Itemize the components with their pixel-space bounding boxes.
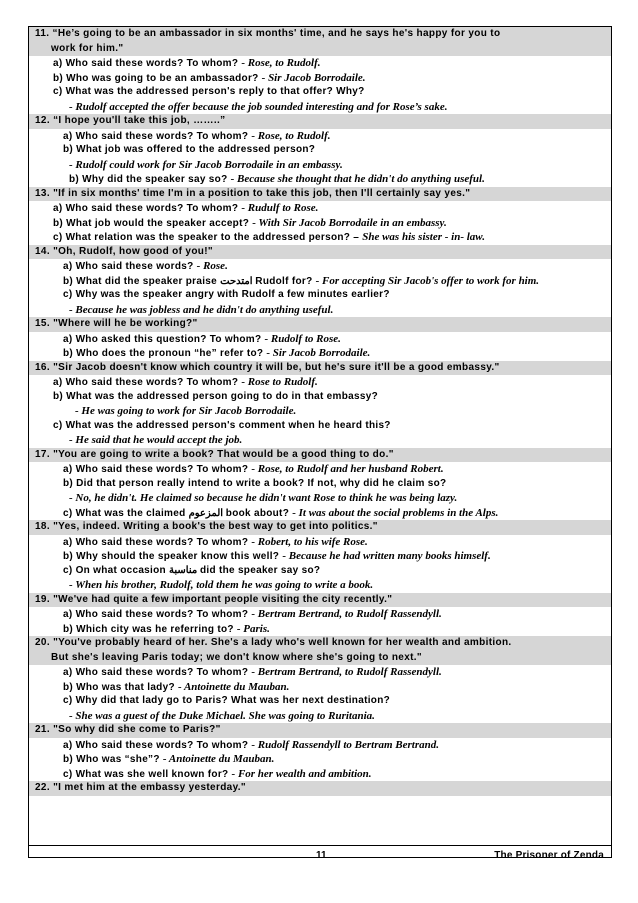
sub-question-text: b) Who does the pronoun “he” refer to?	[63, 348, 264, 359]
sub-question-text: c) What relation was the speaker to the addressed person? –	[53, 232, 360, 243]
page-number: 11	[316, 850, 327, 861]
sub-question-text: a) Who said these words? To whom?	[63, 464, 249, 475]
sub-question	[29, 752, 611, 767]
answer-line: - Rudolf accepted the offer because the job sounded interesting and for Rose’s sake.	[69, 100, 448, 113]
sub-question-text: a) Who said these words? To whom?	[63, 536, 249, 548]
question-heading: work for him."	[29, 42, 611, 57]
sub-question	[29, 346, 611, 361]
answer-line: - He said that he would accept the job.	[69, 434, 243, 446]
answer-text: - Rose, to Rudolf and her husband Robert.	[251, 463, 444, 475]
sub-question	[29, 477, 611, 492]
sub-question	[29, 71, 611, 86]
answer-text: She was his sister - in- law.	[362, 231, 485, 243]
answer-text: - Bertram Bertrand, to Rudolf Rassendyll.	[251, 608, 442, 620]
sub-question	[29, 767, 611, 782]
answer-text: - With Sir Jacob Borrodaile in an embassy.	[252, 216, 447, 229]
question-heading: 21. "So why did she come to Paris?"	[29, 723, 611, 738]
worksheet-page	[28, 26, 612, 858]
sub-question-text: a) Who asked this question? To whom?	[63, 333, 262, 345]
sub-question	[29, 56, 611, 71]
sub-question-text: a) Who said these words? To whom?	[53, 58, 239, 69]
sub-question	[29, 172, 611, 187]
sub-question-text: b) Who was that lady?	[63, 681, 175, 693]
answer-text: - Rudolf to Rose.	[264, 332, 341, 345]
sub-question-text: c) What was the addressed person's reply to that offer? Why?	[53, 86, 365, 97]
question-heading: 11. “He’s going to be an ambassador in six months' time, and he says he's happy for you to	[29, 27, 611, 42]
sub-question	[29, 230, 611, 245]
answer-text: - Rose to Rudolf.	[241, 376, 318, 388]
answer-text: - Antoinette du Mauban.	[162, 753, 275, 765]
sub-question	[29, 680, 611, 695]
sub-question	[29, 288, 611, 303]
question-heading: 22. "I met him at the embassy yesterday."	[29, 781, 611, 796]
sub-question	[29, 506, 611, 521]
sub-question	[29, 129, 611, 144]
answer-text: - Sir Jacob Borrodaile.	[261, 71, 366, 84]
sub-question	[29, 375, 611, 390]
sub-question	[29, 332, 611, 347]
question-heading: 12. “I hope you'll take this job, ……..”	[29, 114, 611, 129]
question-heading: 16. "Sir Jacob doesn't know which country it will be, but he's sure it'll be a good embassy."	[29, 361, 611, 376]
sub-question-text: a) Who said these words? To whom?	[63, 739, 249, 751]
sub-question	[29, 535, 611, 550]
sub-question	[29, 274, 611, 289]
answer-line: - When his brother, Rudolf, told them he was going to write a book.	[69, 579, 374, 591]
sub-question-text: b) What was the addressed person going to do in that embassy?	[53, 390, 379, 402]
answer-text: - For accepting Sir Jacob's offer to work for him.	[315, 274, 540, 287]
answer-text: - Sir Jacob Borrodaile.	[266, 347, 371, 359]
sub-question	[29, 665, 611, 680]
answer-text: - Because she thought that he didn't do anything useful.	[230, 173, 485, 185]
answer-line: - No, he didn't. He claimed so because he didn't want Rose to think he was being lazy.	[69, 492, 458, 504]
sub-question	[29, 694, 611, 709]
sub-question	[29, 564, 611, 579]
sub-question-text: c) On what occasion مناسبة did the speaker say so?	[63, 564, 321, 576]
sub-question	[29, 143, 611, 158]
sub-question	[29, 390, 611, 405]
sub-question-text: a) Who said these words? To whom?	[53, 377, 239, 388]
question-heading: 20. "You've probably heard of her. She's a lady who's well known for her wealth and ambition.	[29, 636, 611, 651]
sub-question-text: c) Why did that lady go to Paris? What was her next destination?	[63, 695, 391, 706]
answer-line: - Rudolf could work for Sir Jacob Borrodaile in an embassy.	[69, 158, 343, 171]
sub-question	[29, 607, 611, 622]
sub-question-text: c) What was the addressed person's comment when he heard this?	[53, 419, 391, 431]
sub-question	[29, 259, 611, 274]
answer-text: - Rudulf to Rose.	[241, 202, 319, 214]
sub-question-text: b) What job was offered to the addressed person?	[63, 144, 316, 155]
answer-text: - It was about the social problems in the Alps.	[292, 506, 499, 519]
answer-text: - Robert, to his wife Rose.	[251, 535, 368, 548]
answer-line: - Because he was jobless and he didn't do anything useful.	[69, 303, 334, 316]
sub-question	[29, 462, 611, 477]
sub-question-text: b) Which city was he referring to?	[63, 623, 234, 635]
question-list	[29, 27, 611, 796]
sub-question	[29, 201, 611, 216]
sub-question	[29, 85, 611, 100]
answer-text: - Because he had written many books himself.	[282, 550, 491, 562]
answer-text: - Rudolf Rassendyll to Bertram Bertrand.	[251, 738, 440, 751]
sub-question-text: b) What did the speaker praise امتدحت Rudolf for?	[63, 275, 313, 287]
sub-question-text: a) Who said these words? To whom?	[63, 609, 249, 620]
sub-question-text: b) What job would the speaker accept?	[53, 217, 250, 229]
sub-question-text: a) Who said these words?	[63, 261, 194, 272]
sub-question	[29, 738, 611, 753]
sub-question-text: b) Why did the speaker say so?	[69, 174, 228, 185]
sub-question-text: c) Why was the speaker angry with Rudolf a few minutes earlier?	[63, 289, 390, 300]
sub-question-text: a) Who said these words? To whom?	[63, 130, 249, 142]
sub-question-text: c) What was she well known for?	[63, 768, 229, 780]
answer-text: - Rose.	[196, 260, 228, 272]
sub-question-text: b) Why should the speaker know this well?	[63, 551, 280, 562]
question-heading: 17. "You are going to write a book? That would be a good thing to do."	[29, 448, 611, 463]
answer-text: - For her wealth and ambition.	[231, 767, 372, 780]
question-heading: 14. "Oh, Rudolf, how good of you!"	[29, 245, 611, 260]
sub-question-text: a) Who said these words? To whom?	[63, 667, 249, 678]
question-heading: 18. "Yes, indeed. Writing a book's the best way to get into politics."	[29, 520, 611, 535]
answer-text: - Paris.	[236, 622, 270, 635]
sub-question-text: b) Who was “she”?	[63, 754, 160, 765]
question-heading: But she's leaving Paris today; we don't know where she's going to next."	[29, 651, 611, 666]
sub-question-text: b) Did that person really intend to write a book? If not, why did he claim so?	[63, 477, 447, 489]
book-title: The Prisoner of Zenda	[494, 850, 604, 861]
answer-text: - Antoinette du Mauban.	[177, 680, 290, 693]
sub-question	[29, 419, 611, 434]
sub-question	[29, 549, 611, 564]
question-heading: 15. "Where will he be working?"	[29, 317, 611, 332]
sub-question-text: a) Who said these words? To whom?	[53, 203, 239, 214]
answer-text: - Rose, to Rudolf.	[241, 57, 321, 69]
question-heading: 19. "We've had quite a few important people visiting the city recently."	[29, 593, 611, 608]
question-heading: 13. "If in six months' time I'm in a position to take this job, then I'll certainly say yes."	[29, 187, 611, 202]
sub-question-text: c) What was the claimed المزعوم book about?	[63, 507, 290, 519]
sub-question	[29, 216, 611, 231]
page-footer	[28, 845, 612, 862]
sub-question	[29, 622, 611, 637]
answer-text: - Bertram Bertrand, to Rudolf Rassendyll.	[251, 666, 442, 678]
answer-line: - She was a guest of the Duke Michael. She was going to Ruritania.	[69, 709, 375, 722]
answer-line: - He was going to work for Sir Jacob Borrodaile.	[75, 405, 297, 417]
answer-text: - Rose, to Rudolf.	[251, 129, 331, 142]
sub-question-text: b) Who was going to be an ambassador?	[53, 72, 259, 84]
